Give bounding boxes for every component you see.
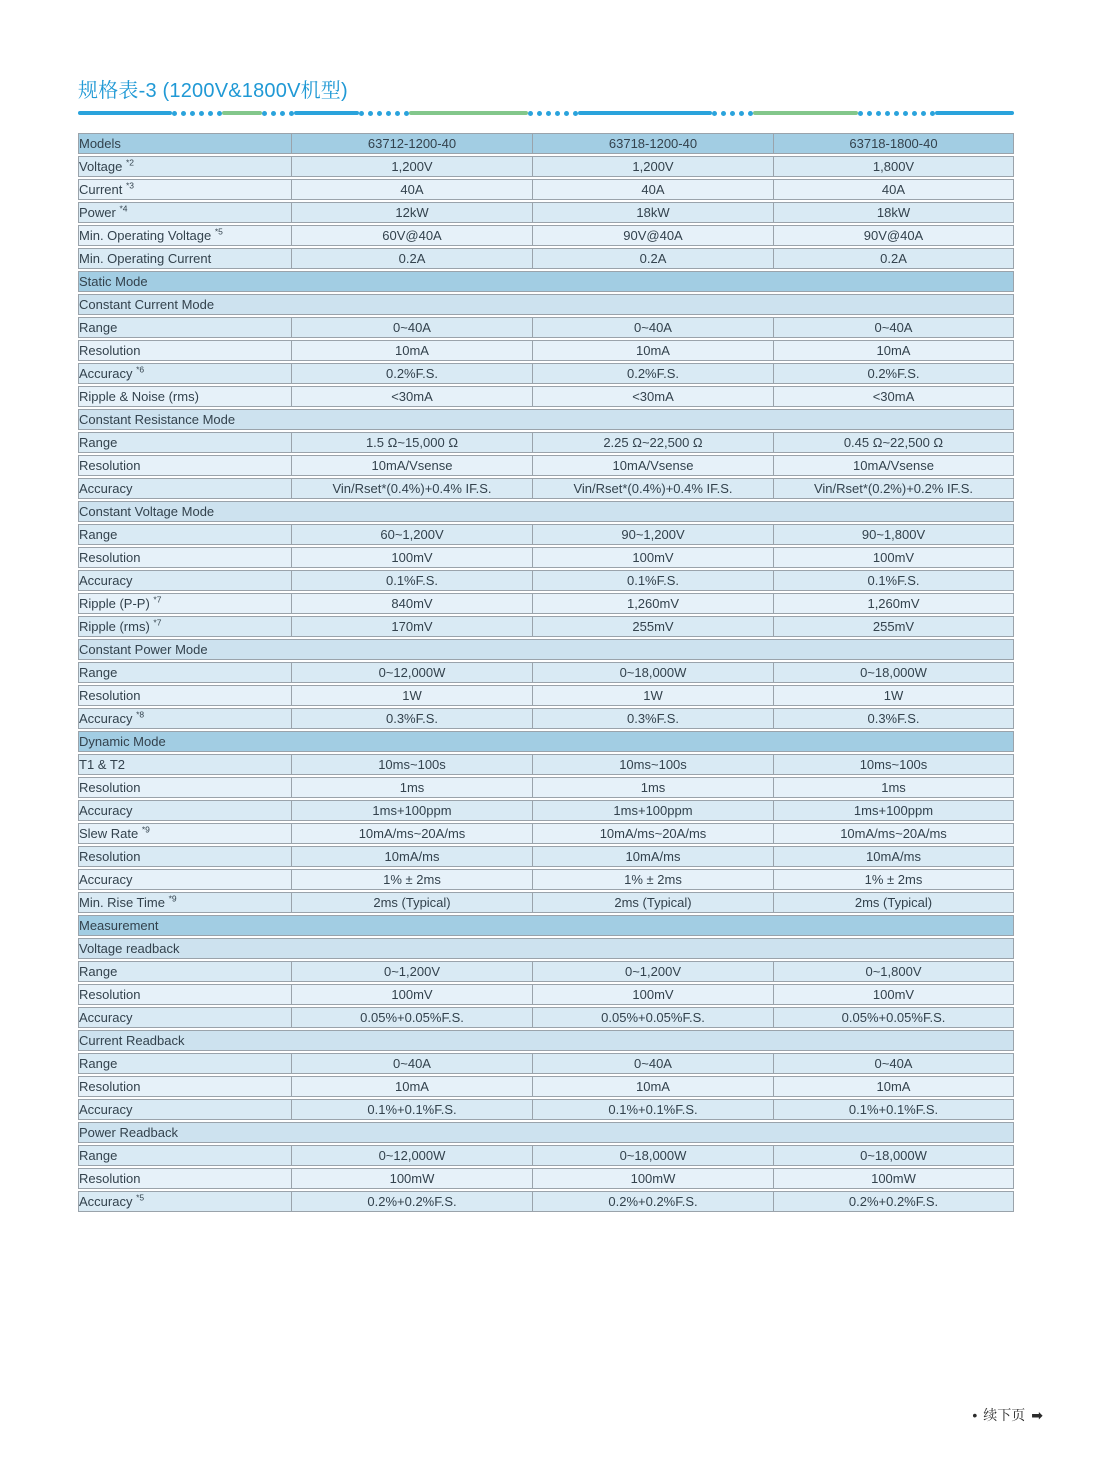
cell-value: 0.2%+0.2%F.S. xyxy=(291,1191,532,1212)
cell-value: 10mA/ms xyxy=(291,846,532,867)
cell-value: 100mV xyxy=(532,984,773,1005)
row-label: Range xyxy=(78,1053,291,1074)
row-label: Resolution xyxy=(78,984,291,1005)
cell-value: 0.2A xyxy=(532,248,773,269)
row-label: Accuracy xyxy=(78,1007,291,1028)
table-row xyxy=(78,271,1014,292)
separator-dot xyxy=(721,111,726,116)
table-row xyxy=(78,754,1014,775)
cell-value: 170mV xyxy=(291,616,532,637)
separator-dot xyxy=(386,111,391,116)
row-label: Ripple (rms) $^{*7}$ xyxy=(78,616,291,637)
subsection-header: Constant Resistance Mode xyxy=(78,409,1014,430)
cell-value: 0~40A xyxy=(773,317,1014,338)
cell-value: 10mA/ms~20A/ms xyxy=(773,823,1014,844)
cell-value: 840mV xyxy=(291,593,532,614)
separator-dot xyxy=(912,111,917,116)
table-row xyxy=(78,984,1014,1005)
table-row xyxy=(78,432,1014,453)
page-title: 规格表-3 (1200V&1800V机型) xyxy=(78,80,348,102)
cell-value: 40A xyxy=(291,179,532,200)
table-row xyxy=(78,248,1014,269)
section-header: Measurement xyxy=(78,915,1014,936)
row-label: Accuracy xyxy=(78,1099,291,1120)
table-row xyxy=(78,1191,1014,1212)
cell-value: 10mA xyxy=(532,1076,773,1097)
table-row xyxy=(78,1007,1014,1028)
row-label: Power $^{*4}$ xyxy=(78,202,291,223)
separator-dot xyxy=(930,111,935,116)
row-label: Voltage $^{*2}$ xyxy=(78,156,291,177)
table-row xyxy=(78,800,1014,821)
cell-value: 255mV xyxy=(532,616,773,637)
cell-value: 2ms (Typical) xyxy=(773,892,1014,913)
separator-dots-segment xyxy=(528,111,578,116)
separator-dot xyxy=(377,111,382,116)
cell-value: 40A xyxy=(773,179,1014,200)
footnote-marker: *7 xyxy=(153,617,162,628)
cell-value: Vin/Rset*(0.4%)+0.4% IF.S. xyxy=(532,478,773,499)
separator-dot xyxy=(528,111,533,116)
cell-value: 0.05%+0.05%F.S. xyxy=(532,1007,773,1028)
footer-text: 续下页 xyxy=(983,1407,1026,1423)
cell-value: Vin/Rset*(0.2%)+0.2% IF.S. xyxy=(773,478,1014,499)
separator-line-segment xyxy=(294,111,359,115)
table-row xyxy=(78,294,1014,315)
separator-dot xyxy=(537,111,542,116)
cell-value: 0.2%F.S. xyxy=(532,363,773,384)
separator-dot xyxy=(395,111,400,116)
separator-line-segment xyxy=(753,111,857,115)
table-row xyxy=(78,547,1014,568)
row-label: Min. Operating Current xyxy=(78,248,291,269)
cell-value: 10mA/Vsense xyxy=(773,455,1014,476)
separator-dot xyxy=(867,111,872,116)
cell-value: 18kW xyxy=(532,202,773,223)
cell-value: 0~18,000W xyxy=(532,662,773,683)
cell-value: 1,260mV xyxy=(532,593,773,614)
cell-value: 1,200V xyxy=(291,156,532,177)
cell-value: 0~18,000W xyxy=(773,662,1014,683)
table-row xyxy=(78,386,1014,407)
cell-value: 0~1,200V xyxy=(291,961,532,982)
cell-value: 0.45 Ω~22,500 Ω xyxy=(773,432,1014,453)
cell-value: 1,260mV xyxy=(773,593,1014,614)
separator-line-segment xyxy=(78,111,172,115)
separator-dot xyxy=(730,111,735,116)
cell-value: 10mA/ms xyxy=(532,846,773,867)
cell-value: 0.2%+0.2%F.S. xyxy=(532,1191,773,1212)
cell-value: 1W xyxy=(291,685,532,706)
table-row xyxy=(78,478,1014,499)
table-row xyxy=(78,731,1014,752)
arrow-right-icon: ➡ xyxy=(1031,1406,1042,1423)
cell-value: 10mA/ms~20A/ms xyxy=(291,823,532,844)
footnote-marker: *2 xyxy=(126,157,135,168)
decorative-separator xyxy=(78,110,1014,116)
cell-value: 255mV xyxy=(773,616,1014,637)
cell-value: 1% ± 2ms xyxy=(291,869,532,890)
row-label: Resolution xyxy=(78,547,291,568)
cell-value: 10mA/ms~20A/ms xyxy=(532,823,773,844)
cell-value: 0~12,000W xyxy=(291,1145,532,1166)
row-label: Resolution xyxy=(78,1168,291,1189)
row-label: Range xyxy=(78,524,291,545)
subsection-header: Power Readback xyxy=(78,1122,1014,1143)
footnote-marker: *5 xyxy=(136,1192,145,1203)
row-label: Slew Rate $^{*9}$ xyxy=(78,823,291,844)
subsection-header: Voltage readback xyxy=(78,938,1014,959)
cell-value: 0.2A xyxy=(773,248,1014,269)
table-row xyxy=(78,593,1014,614)
cell-value: 10mA xyxy=(773,1076,1014,1097)
cell-value: 100mV xyxy=(773,547,1014,568)
cell-value: 10mA xyxy=(773,340,1014,361)
table-row xyxy=(78,938,1014,959)
row-label: Accuracy $^{*6}$ xyxy=(78,363,291,384)
separator-dot xyxy=(885,111,890,116)
row-label: Accuracy xyxy=(78,869,291,890)
separator-line-segment xyxy=(935,111,1015,115)
cell-value: 0~1,200V xyxy=(532,961,773,982)
cell-value: 100mW xyxy=(291,1168,532,1189)
cell-value: 1ms+100ppm xyxy=(532,800,773,821)
row-label: Accuracy $^{*8}$ xyxy=(78,708,291,729)
separator-dots-segment xyxy=(359,111,409,116)
row-label: Range xyxy=(78,662,291,683)
separator-dot xyxy=(280,111,285,116)
separator-dot xyxy=(546,111,551,116)
table-row xyxy=(78,892,1014,913)
cell-value: 0.3%F.S. xyxy=(532,708,773,729)
separator-line-segment xyxy=(222,111,262,115)
cell-value: 0.2%F.S. xyxy=(773,363,1014,384)
separator-dot xyxy=(359,111,364,116)
table-row xyxy=(78,225,1014,246)
cell-value: 1% ± 2ms xyxy=(532,869,773,890)
row-label: Current $^{*3}$ xyxy=(78,179,291,200)
separator-dot xyxy=(172,111,177,116)
row-label: Resolution xyxy=(78,685,291,706)
footnote-marker: *5 xyxy=(214,226,223,237)
cell-value: 100mV xyxy=(291,984,532,1005)
cell-value: 0~40A xyxy=(532,317,773,338)
cell-value: 0~18,000W xyxy=(532,1145,773,1166)
row-label: Range xyxy=(78,961,291,982)
table-row xyxy=(78,869,1014,890)
table-row xyxy=(78,202,1014,223)
table-row xyxy=(78,156,1014,177)
cell-value: 10mA xyxy=(532,340,773,361)
cell-value: 0.2%F.S. xyxy=(291,363,532,384)
cell-value: 0.2%+0.2%F.S. xyxy=(773,1191,1014,1212)
cell-value: 100mV xyxy=(773,984,1014,1005)
separator-dot xyxy=(921,111,926,116)
cell-value: 0~40A xyxy=(291,1053,532,1074)
cell-value: 0.1%+0.1%F.S. xyxy=(773,1099,1014,1120)
row-label: Range xyxy=(78,1145,291,1166)
table-row xyxy=(78,340,1014,361)
cell-value: 1W xyxy=(532,685,773,706)
cell-value: 18kW xyxy=(773,202,1014,223)
separator-dot xyxy=(208,111,213,116)
separator-dots-segment xyxy=(172,111,222,116)
cell-value: 100mW xyxy=(773,1168,1014,1189)
subsection-header: Current Readback xyxy=(78,1030,1014,1051)
cell-value: 1% ± 2ms xyxy=(773,869,1014,890)
model-number: 63712-1200-40 xyxy=(291,133,532,154)
cell-value: 2ms (Typical) xyxy=(291,892,532,913)
separator-dot xyxy=(190,111,195,116)
row-label: Resolution xyxy=(78,846,291,867)
table-row xyxy=(78,616,1014,637)
footer-bullet-icon: • xyxy=(972,1407,978,1423)
row-label: T1 & T2 xyxy=(78,754,291,775)
cell-value: 10mA/Vsense xyxy=(291,455,532,476)
row-label: Resolution xyxy=(78,777,291,798)
cell-value: 2ms (Typical) xyxy=(532,892,773,913)
cell-value: 1,800V xyxy=(773,156,1014,177)
cell-value: 0.3%F.S. xyxy=(291,708,532,729)
cell-value: 100mV xyxy=(532,547,773,568)
model-number: 63718-1200-40 xyxy=(532,133,773,154)
cell-value: 0.05%+0.05%F.S. xyxy=(773,1007,1014,1028)
cell-value: 0.2A xyxy=(291,248,532,269)
cell-value: 90~1,800V xyxy=(773,524,1014,545)
table-row xyxy=(78,639,1014,660)
table-row xyxy=(78,455,1014,476)
table-row xyxy=(78,524,1014,545)
separator-dot xyxy=(739,111,744,116)
cell-value: 100mW xyxy=(532,1168,773,1189)
row-label: Resolution xyxy=(78,455,291,476)
table-row xyxy=(78,961,1014,982)
row-label: Resolution xyxy=(78,1076,291,1097)
row-label: Min. Rise Time $^{*9}$ xyxy=(78,892,291,913)
cell-value: 10ms~100s xyxy=(291,754,532,775)
separator-dot xyxy=(564,111,569,116)
table-row xyxy=(78,1122,1014,1143)
spec-table-body xyxy=(78,133,1014,1212)
cell-value: 90~1,200V xyxy=(532,524,773,545)
cell-value: 40A xyxy=(532,179,773,200)
cell-value: 10mA/Vsense xyxy=(532,455,773,476)
cell-value: 0~1,800V xyxy=(773,961,1014,982)
cell-value: 90V@40A xyxy=(773,225,1014,246)
subsection-header: Constant Current Mode xyxy=(78,294,1014,315)
separator-dots-segment xyxy=(262,111,294,116)
cell-value: 0.05%+0.05%F.S. xyxy=(291,1007,532,1028)
cell-value: 100mV xyxy=(291,547,532,568)
cell-value: 0.3%F.S. xyxy=(773,708,1014,729)
footnote-marker: *3 xyxy=(125,180,135,191)
separator-dot xyxy=(181,111,186,116)
footnote-marker: *6 xyxy=(136,364,145,375)
separator-dot xyxy=(903,111,908,116)
footnote-marker: *7 xyxy=(153,594,162,605)
cell-value: <30mA xyxy=(291,386,532,407)
row-label: Range xyxy=(78,317,291,338)
separator-dot xyxy=(262,111,267,116)
table-row xyxy=(78,1030,1014,1051)
footnote-marker: *4 xyxy=(119,203,128,214)
models-header-label: Models xyxy=(78,133,291,154)
cell-value: 0~12,000W xyxy=(291,662,532,683)
cell-value: 0~40A xyxy=(291,317,532,338)
table-row xyxy=(78,1053,1014,1074)
row-label: Ripple & Noise (rms) xyxy=(78,386,291,407)
cell-value: 2.25 Ω~22,500 Ω xyxy=(532,432,773,453)
cell-value: <30mA xyxy=(532,386,773,407)
cell-value: 1ms+100ppm xyxy=(773,800,1014,821)
separator-dots-segment xyxy=(858,111,935,116)
separator-dot xyxy=(858,111,863,116)
cell-value: 10ms~100s xyxy=(773,754,1014,775)
cell-value: 10ms~100s xyxy=(532,754,773,775)
model-number: 63718-1800-40 xyxy=(773,133,1014,154)
separator-dot xyxy=(876,111,881,116)
row-label: Ripple (P-P) $^{*7}$ xyxy=(78,593,291,614)
cell-value: 60V@40A xyxy=(291,225,532,246)
cell-value: 1ms+100ppm xyxy=(291,800,532,821)
row-label: Accuracy xyxy=(78,800,291,821)
footnote-marker: *8 xyxy=(136,709,145,720)
table-row xyxy=(78,1099,1014,1120)
row-label: Accuracy xyxy=(78,570,291,591)
cell-value: 0.1%F.S. xyxy=(532,570,773,591)
cell-value: 0~40A xyxy=(532,1053,773,1074)
cell-value: 1W xyxy=(773,685,1014,706)
table-row xyxy=(78,915,1014,936)
separator-dot xyxy=(712,111,717,116)
table-row xyxy=(78,501,1014,522)
cell-value: 0.1%F.S. xyxy=(291,570,532,591)
table-row xyxy=(78,133,1014,154)
section-header: Static Mode xyxy=(78,271,1014,292)
row-label: Accuracy $^{*5}$ xyxy=(78,1191,291,1212)
table-row xyxy=(78,846,1014,867)
cell-value: 10mA/ms xyxy=(773,846,1014,867)
cell-value: 90V@40A xyxy=(532,225,773,246)
table-row xyxy=(78,662,1014,683)
cell-value: 0~40A xyxy=(773,1053,1014,1074)
cell-value: 1ms xyxy=(532,777,773,798)
row-label: Min. Operating Voltage $^{*5}$ xyxy=(78,225,291,246)
cell-value: 0~18,000W xyxy=(773,1145,1014,1166)
separator-dots-segment xyxy=(712,111,753,116)
cell-value: 60~1,200V xyxy=(291,524,532,545)
row-label: Range xyxy=(78,432,291,453)
row-label: Resolution xyxy=(78,340,291,361)
cell-value: 0.1%F.S. xyxy=(773,570,1014,591)
separator-dot xyxy=(555,111,560,116)
table-row xyxy=(78,409,1014,430)
cell-value: 10mA xyxy=(291,1076,532,1097)
cell-value: 1.5 Ω~15,000 Ω xyxy=(291,432,532,453)
separator-line-segment xyxy=(578,111,712,115)
cell-value: 10mA xyxy=(291,340,532,361)
cell-value: 12kW xyxy=(291,202,532,223)
table-row xyxy=(78,363,1014,384)
cell-value: <30mA xyxy=(773,386,1014,407)
subsection-header: Constant Power Mode xyxy=(78,639,1014,660)
table-row xyxy=(78,1168,1014,1189)
table-row xyxy=(78,570,1014,591)
section-header: Dynamic Mode xyxy=(78,731,1014,752)
continued-footer xyxy=(972,1405,1042,1425)
cell-value: 0.1%+0.1%F.S. xyxy=(532,1099,773,1120)
separator-dot xyxy=(894,111,899,116)
footnote-marker: *9 xyxy=(168,893,177,904)
table-row xyxy=(78,708,1014,729)
table-row xyxy=(78,823,1014,844)
spec-table xyxy=(78,131,1014,1214)
cell-value: 0.1%+0.1%F.S. xyxy=(291,1099,532,1120)
cell-value: 1ms xyxy=(291,777,532,798)
table-row xyxy=(78,777,1014,798)
table-row xyxy=(78,1145,1014,1166)
subsection-header: Constant Voltage Mode xyxy=(78,501,1014,522)
table-row xyxy=(78,685,1014,706)
table-row xyxy=(78,179,1014,200)
cell-value: 1ms xyxy=(773,777,1014,798)
separator-line-segment xyxy=(409,111,528,115)
separator-dot xyxy=(199,111,204,116)
cell-value: 1,200V xyxy=(532,156,773,177)
table-row xyxy=(78,317,1014,338)
separator-dot xyxy=(271,111,276,116)
separator-dot xyxy=(368,111,373,116)
row-label: Accuracy xyxy=(78,478,291,499)
table-row xyxy=(78,1076,1014,1097)
cell-value: Vin/Rset*(0.4%)+0.4% IF.S. xyxy=(291,478,532,499)
footnote-marker: *9 xyxy=(141,824,150,835)
